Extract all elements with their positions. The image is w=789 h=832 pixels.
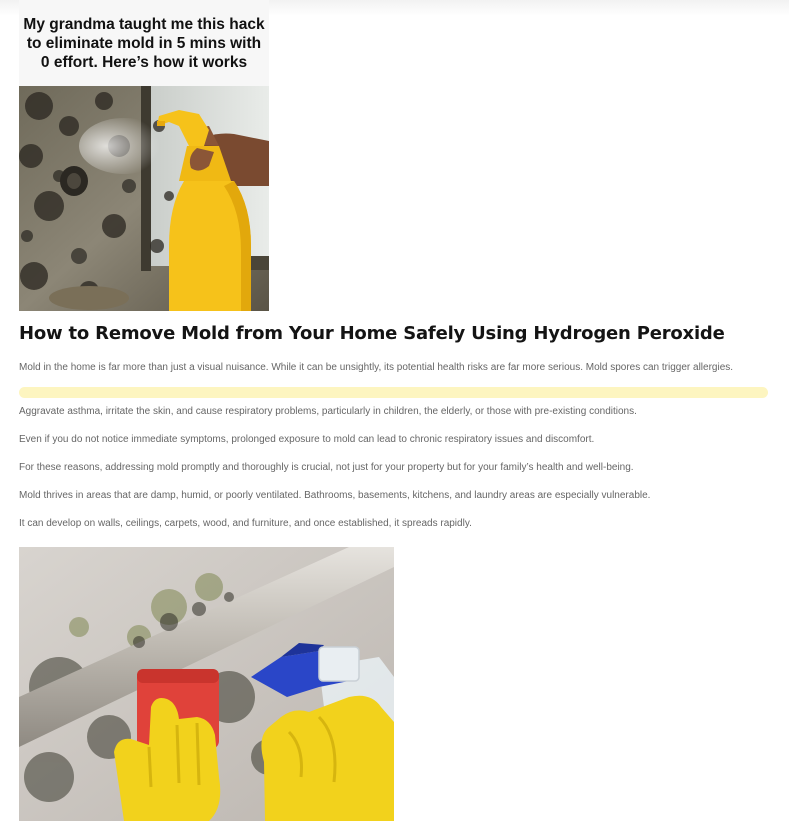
highlight-bar: [19, 387, 768, 398]
article-paragraph: Aggravate asthma, irritate the skin, and cause respiratory problems, particularly in children, the elderly, or those with pre-existing conditions.: [19, 406, 637, 417]
article-paragraph: For these reasons, addressing mold promptly and thoroughly is crucial, not just for your property but for your family’s health and well-being.: [19, 462, 634, 473]
article-title: How to Remove Mold from Your Home Safely Using Hydrogen Peroxide: [19, 323, 725, 344]
glove-sponge-photo: [19, 547, 394, 821]
cleaning-photo[interactable]: [19, 547, 394, 821]
article-paragraph: Mold thrives in areas that are damp, humid, or poorly ventilated. Bathrooms, basements, kitchens, and laundry areas are especially vulnerable.: [19, 490, 651, 501]
hero-image[interactable]: [19, 0, 269, 311]
spray-bottle-photo: [19, 86, 269, 311]
hero-caption-text: My grandma taught me this hack to eliminate mold in 5 mins with 0 effort. Here’s how it works: [23, 15, 265, 71]
article-paragraph: Even if you do not notice immediate symptoms, prolonged exposure to mold can lead to chronic respiratory issues and discomfort.: [19, 434, 595, 445]
article-paragraph: It can develop on walls, ceilings, carpets, wood, and furniture, and once established, it spreads rapidly.: [19, 518, 472, 529]
hero-caption-box: [19, 0, 269, 86]
article-paragraph: Mold in the home is far more than just a visual nuisance. While it can be unsightly, its potential health risks are far more serious. Mold spores can trigger allergies.: [19, 362, 734, 373]
